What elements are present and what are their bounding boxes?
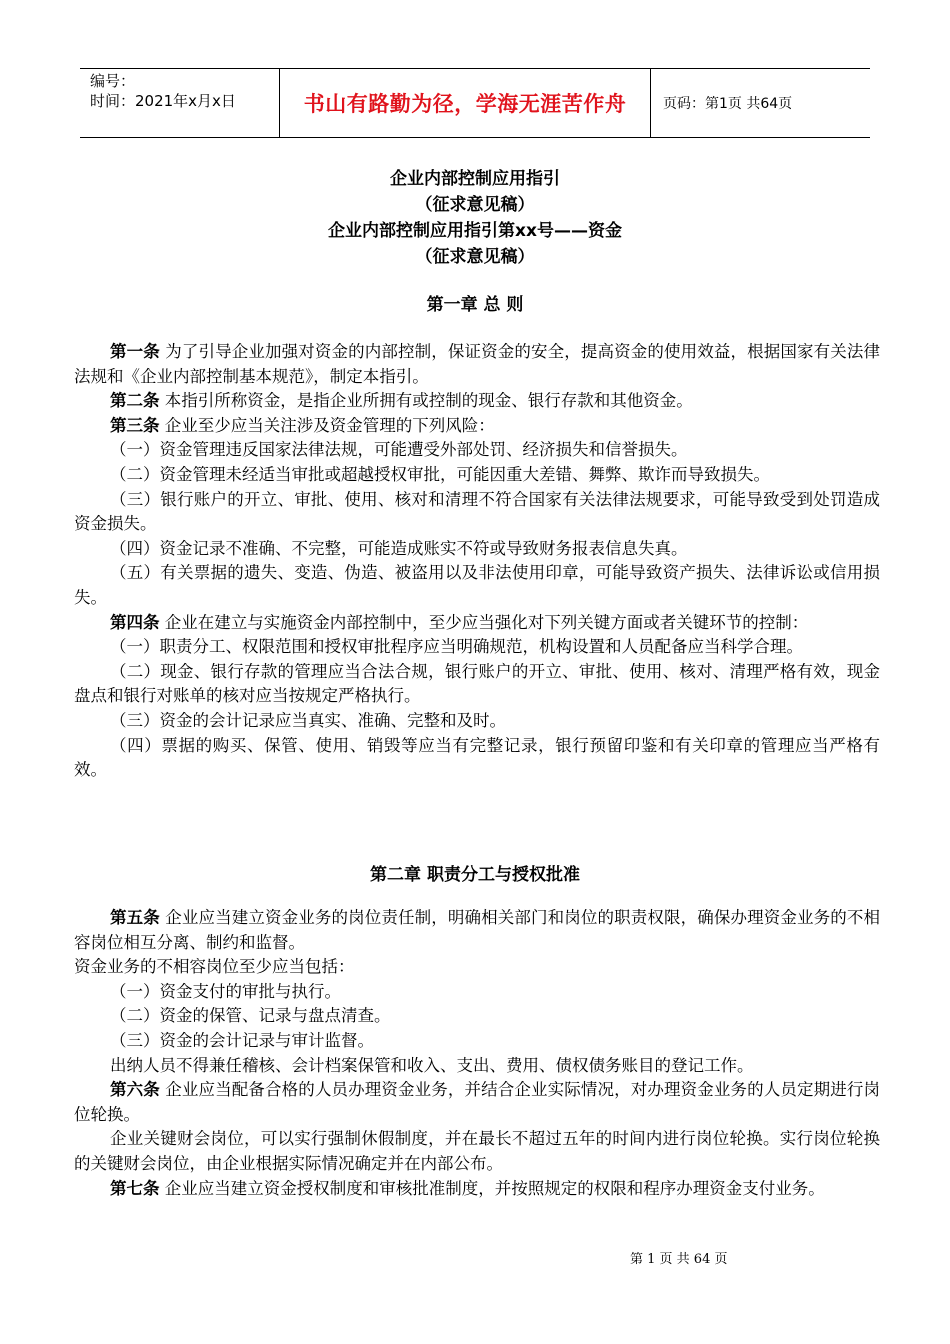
- chapter-2-body: [74, 906, 880, 1201]
- paragraph: [74, 1127, 880, 1176]
- paragraph-text: （一）资金管理违反国家法律法规，可能遭受外部处罚、经济损失和信誉损失。: [110, 440, 688, 460]
- title-line: （征求意见稿）: [415, 195, 535, 215]
- paragraph-text: 为了引导企业加强对资金的内部控制，保证资金的安全，提高资金的使用效益，根据国家有关法律法规和《企业内部控制基本规范》，制定本指引。: [74, 342, 880, 386]
- paragraph: [74, 537, 880, 562]
- paragraph: [74, 709, 880, 734]
- paragraph-text: 企业应当建立资金授权制度和审核批准制度，并按照规定的权限和程序办理资金支付业务。: [159, 1178, 825, 1198]
- paragraph: [74, 660, 880, 709]
- page-footer: 第 1 页 共 64 页: [630, 1252, 728, 1267]
- paragraph: [74, 389, 880, 414]
- paragraph: [74, 906, 880, 955]
- article-number: 第一条: [110, 342, 160, 361]
- paragraph-text: （一）资金支付的审批与执行。: [110, 981, 341, 1001]
- paragraph-text: （一）职责分工、权限范围和授权审批程序应当明确规范，机构设置和人员配备应当科学合理。: [110, 637, 803, 657]
- title-line: 企业内部控制应用指引: [390, 169, 560, 189]
- header-page-info: 页码：第1页 共64页: [663, 96, 793, 112]
- paragraph-text: （四）票据的购买、保管、使用、销毁等应当有完整记录，银行预留印鉴和有关印章的管理应当严格有效。: [74, 735, 880, 780]
- paragraph: [74, 1078, 880, 1127]
- header-meta: [80, 69, 280, 137]
- paragraph: [74, 463, 880, 488]
- paragraph: [74, 414, 880, 439]
- article-number: 第六条: [110, 1080, 160, 1100]
- header-motto-cell: [280, 69, 651, 137]
- paragraph: [74, 611, 880, 636]
- chapter-1-heading: 第一章 总 则: [426, 295, 524, 315]
- article-number: 第七条: [110, 1178, 160, 1198]
- paragraph-text: 企业应当建立资金业务的岗位责任制，明确相关部门和岗位的职责权限，确保办理资金业务的不相容岗位相互分离、制约和监督。: [74, 908, 880, 952]
- chapter-2-heading: 第二章 职责分工与授权批准: [370, 865, 580, 885]
- paragraph: [74, 1054, 880, 1079]
- paragraph: [74, 438, 880, 463]
- paragraph: [74, 1004, 880, 1029]
- paragraph: [74, 1177, 880, 1202]
- paragraph: [74, 488, 880, 537]
- document-number: 编号：: [90, 72, 136, 90]
- paragraph-text: 企业关键财会岗位，可以实行强制休假制度，并在最长不超过五年的时间内进行岗位轮换。实行岗位轮换的关键财会岗位，由企业根据实际情况确定并在内部公布。: [74, 1129, 880, 1173]
- paragraph: [74, 734, 880, 783]
- paragraph-text: （五）有关票据的遗失、变造、伪造、被盗用以及非法使用印章，可能导致资产损失、法律诉讼或信用损失。: [74, 563, 880, 607]
- paragraph-text: （二）资金的保管、记录与盘点清查。: [110, 1006, 391, 1026]
- article-number: 第五条: [110, 908, 160, 927]
- paragraph-text: （三）资金的会计记录与审计监督。: [110, 1030, 374, 1050]
- paragraph: [74, 955, 880, 980]
- paragraph: [74, 340, 880, 389]
- title-line: （征求意见稿）: [415, 247, 535, 267]
- paragraph-text: （二）现金、银行存款的管理应当合法合规，银行账户的开立、审批、使用、核对、清理严格有效，现金盘点和银行对账单的核对应当按规定严格执行。: [74, 661, 880, 706]
- motto: 书山有路勤为径，学海无涯苦作舟: [303, 92, 627, 116]
- paragraph: [74, 1029, 880, 1054]
- paragraph-text: 资金业务的不相容岗位至少应当包括：: [74, 957, 355, 977]
- paragraph-text: 出纳人员不得兼任稽核、会计档案保管和收入、支出、费用、债权债务账目的登记工作。: [110, 1055, 754, 1075]
- document-titles: [0, 166, 950, 270]
- article-number: 第二条: [110, 391, 160, 411]
- paragraph-text: 企业在建立与实施资金内部控制中，至少应当强化对下列关键方面或者关键环节的控制：: [159, 612, 809, 632]
- paragraph: [74, 980, 880, 1005]
- paragraph: [74, 635, 880, 660]
- paragraph-text: （三）银行账户的开立、审批、使用、核对和清理不符合国家有关法律法规要求，可能导致受到处罚造成资金损失。: [74, 489, 880, 534]
- paragraph-text: （二）资金管理未经适当审批或超越授权审批，可能因重大差错、舞弊、欺诈而导致损失。: [110, 464, 770, 484]
- chapter-1-body: [74, 340, 880, 783]
- title-line: 企业内部控制应用指引第xx号——资金: [328, 221, 622, 241]
- document-date: 时间：2021年x月x日: [90, 92, 236, 110]
- article-number: 第三条: [110, 415, 160, 435]
- paragraph-text: （四）资金记录不准确、不完整，可能造成账实不符或导致财务报表信息失真。: [110, 538, 688, 558]
- article-number: 第四条: [110, 612, 160, 632]
- page-header: [80, 68, 870, 138]
- paragraph-text: （三）资金的会计记录应当真实、准确、完整和及时。: [110, 710, 506, 730]
- paragraph-text: 企业至少应当关注涉及资金管理的下列风险：: [159, 415, 495, 435]
- paragraph: [74, 561, 880, 610]
- paragraph-text: 本指引所称资金，是指企业所拥有或控制的现金、银行存款和其他资金。: [159, 391, 693, 411]
- paragraph-text: 企业应当配备合格的人员办理资金业务，并结合企业实际情况，对办理资金业务的人员定期进行岗位轮换。: [74, 1080, 880, 1124]
